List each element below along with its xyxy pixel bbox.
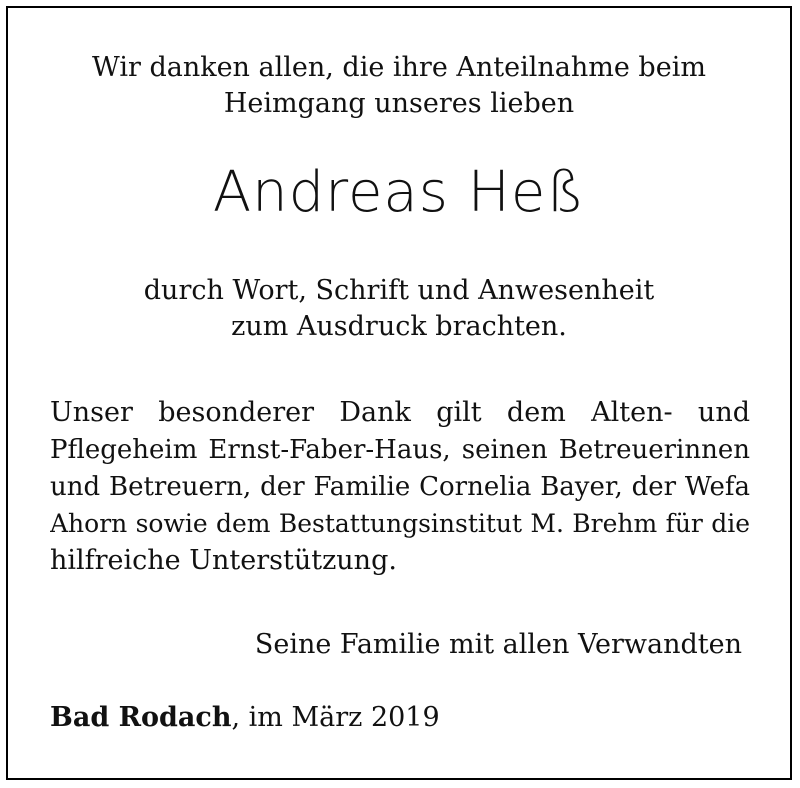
deceased-name: Andreas Heß: [212, 160, 586, 225]
date: , im März 2019: [231, 702, 440, 733]
obituary-notice: [6, 6, 792, 780]
paragraph-line: Pflegeheim Ernst-Faber-Haus, seinen Betreuerinnen: [50, 435, 750, 465]
intro-line-1: Wir danken allen, die ihre Anteilnahme beim: [92, 52, 706, 83]
thanks-line-1: durch Wort, Schrift und Anwesenheit: [143, 275, 655, 306]
paragraph-line: hilfreiche Unterstützung.: [50, 545, 397, 576]
paragraph-line: Ahorn sowie dem Bestattungsinstitut M. Brehm für die: [50, 509, 750, 538]
intro-line-2: Heimgang unseres lieben: [223, 88, 575, 119]
thanks-paragraph: [50, 396, 750, 581]
thanks-line-2: zum Ausdruck brachten.: [231, 311, 567, 342]
signature: Seine Familie mit allen Verwandten: [254, 629, 742, 660]
paragraph-line: Unser besonderer Dank gilt dem Alten- und: [50, 397, 750, 428]
place: Bad Rodach: [50, 702, 232, 733]
place-date: [50, 701, 440, 735]
paragraph-line: und Betreuern, der Familie Cornelia Bayer, der Wefa: [50, 472, 750, 502]
